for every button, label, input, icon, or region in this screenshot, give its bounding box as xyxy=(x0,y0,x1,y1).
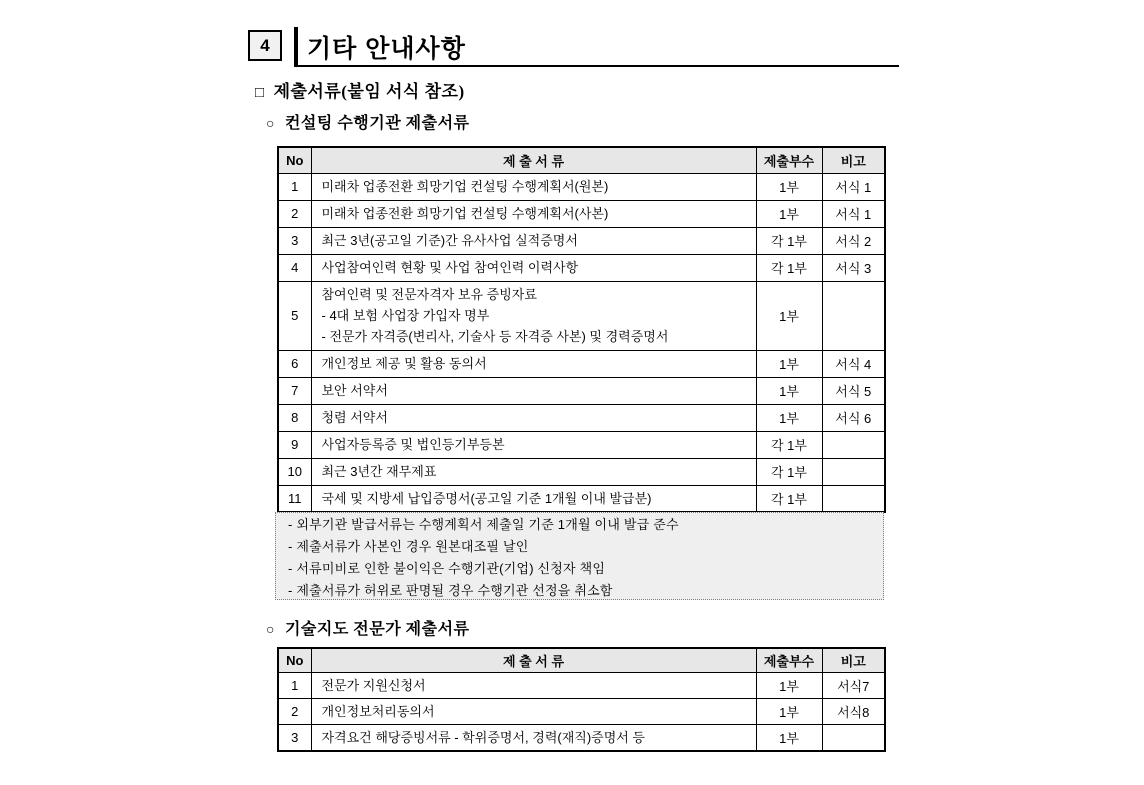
cell-copies: 1부 xyxy=(756,377,822,404)
cell-document: 최근 3년간 재무제표 xyxy=(311,458,756,485)
cell-no: 2 xyxy=(278,200,311,227)
cell-no: 10 xyxy=(278,458,311,485)
cell-no: 1 xyxy=(278,672,311,698)
section-title-block xyxy=(294,27,899,67)
section-heading-text: 기술지도 전문가 제출서류 xyxy=(284,621,470,638)
note-line: - 제출서류가 허위로 판명될 경우 수행기관 선정을 취소함 xyxy=(288,583,613,598)
cell-no: 9 xyxy=(278,431,311,458)
cell-document: 전문가 지원신청서 xyxy=(311,672,756,698)
cell-document: 개인정보 제공 및 활용 동의서 xyxy=(311,350,756,377)
cell-copies: 1부 xyxy=(756,281,822,350)
table-row xyxy=(278,254,885,281)
cell-no: 4 xyxy=(278,254,311,281)
cell-copies: 각 1부 xyxy=(756,458,822,485)
cell-no: 11 xyxy=(278,485,311,512)
table-row xyxy=(278,404,885,431)
note-line: - 외부기관 발급서류는 수행계획서 제출일 기준 1개월 이내 발급 준수 xyxy=(288,517,679,532)
column-header: No xyxy=(278,648,311,672)
table-row xyxy=(278,350,885,377)
cell-copies: 각 1부 xyxy=(756,485,822,512)
table-row xyxy=(278,227,885,254)
section-number: 4 xyxy=(260,35,270,55)
section-number-badge xyxy=(248,30,282,61)
section-heading-consulting xyxy=(266,110,470,133)
document-line: - 전문가 자격증(변리사, 기술사 등 자격증 사본) 및 경력증명서 xyxy=(321,329,669,344)
submission-notes-box xyxy=(275,512,884,600)
column-header: 비고 xyxy=(822,648,885,672)
cell-document: 청렴 서약서 xyxy=(311,404,756,431)
section-heading-expert xyxy=(266,616,470,639)
cell-note xyxy=(822,431,885,458)
column-header: 제출부수 xyxy=(756,648,822,672)
cell-document: 자격요건 해당증빙서류 - 학위증명서, 경력(재직)증명서 등 xyxy=(311,724,756,751)
cell-document: 미래차 업종전환 희망기업 컨설팅 수행계획서(사본) xyxy=(311,200,756,227)
document-line: 참여인력 및 전문자격자 보유 증빙자료 xyxy=(321,287,537,302)
cell-document: 사업자등록증 및 법인등기부등본 xyxy=(311,431,756,458)
cell-note: 서식 6 xyxy=(822,404,885,431)
cell-note: 서식 4 xyxy=(822,350,885,377)
expert-documents-table xyxy=(277,647,886,752)
cell-copies: 각 1부 xyxy=(756,254,822,281)
cell-document: 국세 및 지방세 납입증명서(공고일 기준 1개월 이내 발급분) xyxy=(311,485,756,512)
cell-no: 3 xyxy=(278,724,311,751)
cell-no: 7 xyxy=(278,377,311,404)
cell-note xyxy=(822,458,885,485)
cell-copies: 1부 xyxy=(756,350,822,377)
cell-no: 6 xyxy=(278,350,311,377)
column-header: 제 출 서 류 xyxy=(311,648,756,672)
document-line: - 4대 보험 사업장 가입자 명부 xyxy=(321,308,490,323)
cell-copies: 1부 xyxy=(756,672,822,698)
cell-note: 서식 2 xyxy=(822,227,885,254)
cell-copies: 1부 xyxy=(756,173,822,200)
square-bullet-icon: □ xyxy=(255,85,265,101)
note-line: - 서류미비로 인한 불이익은 수행기관(기업) 신청자 책임 xyxy=(288,561,606,576)
cell-note: 서식7 xyxy=(822,672,885,698)
table-row xyxy=(278,724,885,751)
table-row xyxy=(278,698,885,724)
note-line: - 제출서류가 사본인 경우 원본대조필 날인 xyxy=(288,539,529,554)
cell-note: 서식 1 xyxy=(822,200,885,227)
section-heading-text: 컨설팅 수행기관 제출서류 xyxy=(284,115,470,132)
header-row xyxy=(278,147,885,173)
cell-note: 서식 1 xyxy=(822,173,885,200)
submission-docs-label xyxy=(255,77,465,102)
cell-note xyxy=(822,724,885,751)
cell-copies: 1부 xyxy=(756,200,822,227)
cell-copies: 각 1부 xyxy=(756,431,822,458)
cell-copies: 각 1부 xyxy=(756,227,822,254)
circle-bullet-icon: ○ xyxy=(266,623,275,638)
table-row xyxy=(278,377,885,404)
table-row xyxy=(278,485,885,512)
cell-no: 2 xyxy=(278,698,311,724)
submission-docs-text: 제출서류(붙임 서식 참조) xyxy=(273,82,465,101)
cell-document: 최근 3년(공고일 기준)간 유사사업 실적증명서 xyxy=(311,227,756,254)
cell-document: 개인정보처리동의서 xyxy=(311,698,756,724)
cell-note xyxy=(822,485,885,512)
header-row xyxy=(278,648,885,672)
cell-note xyxy=(822,281,885,350)
cell-no: 5 xyxy=(278,281,311,350)
column-header: 비고 xyxy=(822,147,885,173)
table-row xyxy=(278,458,885,485)
table-row xyxy=(278,431,885,458)
cell-document: 사업참여인력 현황 및 사업 참여인력 이력사항 xyxy=(311,254,756,281)
cell-copies: 1부 xyxy=(756,724,822,751)
cell-document: 미래차 업종전환 희망기업 컨설팅 수행계획서(원본) xyxy=(311,173,756,200)
cell-note: 서식 3 xyxy=(822,254,885,281)
table-row xyxy=(278,672,885,698)
column-header: No xyxy=(278,147,311,173)
cell-copies: 1부 xyxy=(756,404,822,431)
cell-note: 서식 5 xyxy=(822,377,885,404)
table-row xyxy=(278,281,885,350)
cell-no: 3 xyxy=(278,227,311,254)
cell-document: 보안 서약서 xyxy=(311,377,756,404)
cell-note: 서식8 xyxy=(822,698,885,724)
page-title: 기타 안내사항 xyxy=(307,35,466,63)
cell-no: 1 xyxy=(278,173,311,200)
consulting-documents-table xyxy=(277,146,886,513)
cell-copies: 1부 xyxy=(756,698,822,724)
table-row xyxy=(278,173,885,200)
cell-no: 8 xyxy=(278,404,311,431)
table-row xyxy=(278,200,885,227)
column-header: 제 출 서 류 xyxy=(311,147,756,173)
column-header: 제출부수 xyxy=(756,147,822,173)
circle-bullet-icon: ○ xyxy=(266,117,275,132)
cell-document xyxy=(311,281,756,350)
